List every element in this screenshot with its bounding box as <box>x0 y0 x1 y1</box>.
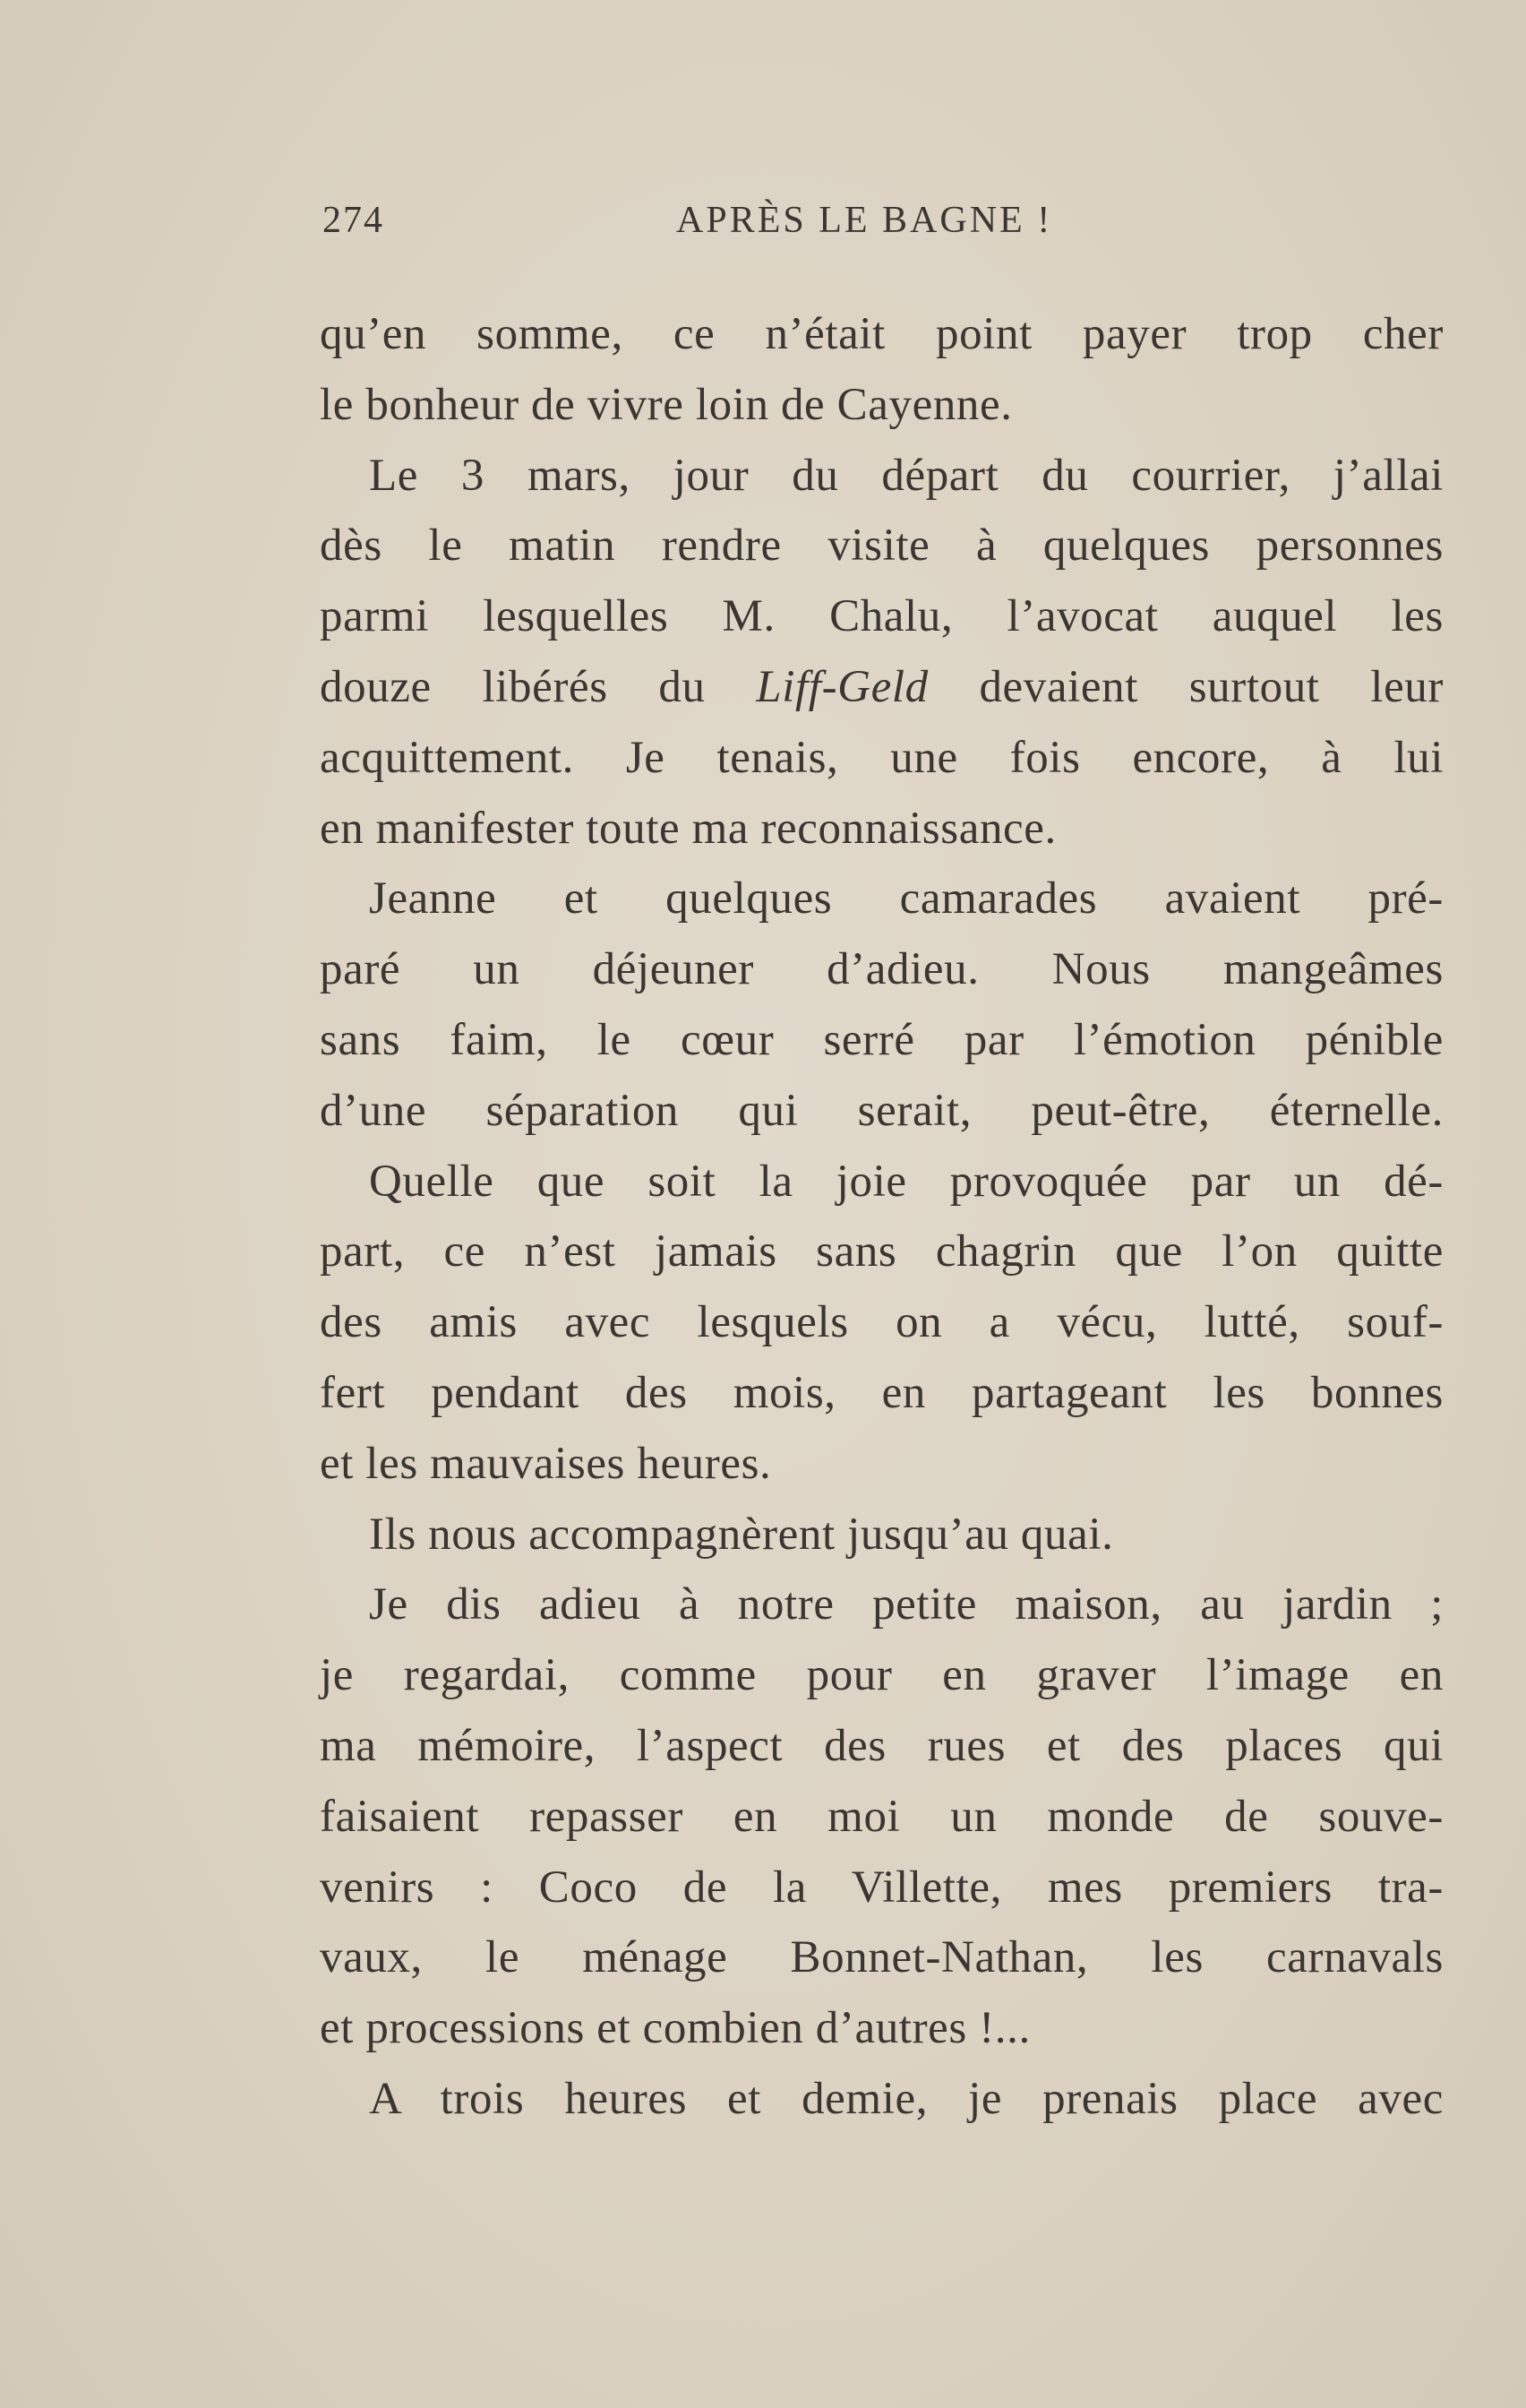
text-fragment: douze libérés du <box>320 661 706 712</box>
text-line: A trois heures et demie, je prenais place avec <box>369 2073 1444 2124</box>
running-title: APRÈS LE BAGNE ! <box>676 200 1053 241</box>
text-line: je regardai, comme pour en graver l’image en <box>320 1650 1444 1701</box>
page-number: 274 <box>322 200 384 241</box>
text-line: d’une séparation qui serait, peut-être, éternelle. <box>320 1085 1444 1136</box>
text-line: ma mémoire, l’aspect des rues et des places qui <box>320 1720 1444 1771</box>
text-fragment: devaient surtout leur <box>979 661 1444 712</box>
text-line: Je dis adieu à notre petite maison, au jardin ; <box>369 1579 1444 1630</box>
text-line: qu’en somme, ce n’était point payer trop cher <box>320 309 1444 359</box>
text-line-with-italic <box>320 652 1444 723</box>
text-line: des amis avec lesquels on a vécu, lutté, souf- <box>320 1297 1444 1348</box>
text-line: fert pendant des mois, en partageant les bonnes <box>320 1367 1444 1418</box>
text-line: Ils nous accompagnèrent jusqu’au quai. <box>369 1509 1114 1560</box>
text-line: Quelle que soit la joie provoquée par un dé- <box>369 1156 1444 1207</box>
text-line: en manifester toute ma reconnaissance. <box>320 803 1057 854</box>
text-line: et les mauvaises heures. <box>320 1438 772 1489</box>
text-line: faisaient repasser en moi un monde de souve- <box>320 1791 1444 1842</box>
running-head <box>322 199 1442 253</box>
text-line: part, ce n’est jamais sans chagrin que l’on quitte <box>320 1226 1444 1277</box>
text-line: parmi lesquelles M. Chalu, l’avocat auquel les <box>320 591 1444 642</box>
text-line: et processions et combien d’autres !... <box>320 2003 1031 2054</box>
text-line: le bonheur de vivre loin de Cayenne. <box>320 379 1013 430</box>
body-text <box>320 299 1444 2135</box>
text-line: vaux, le ménage Bonnet-Nathan, les carnavals <box>320 1932 1444 1983</box>
text-line: acquittement. Je tenais, une fois encore, à lui <box>320 732 1444 783</box>
text-line: paré un déjeuner d’adieu. Nous mangeâmes <box>320 944 1444 995</box>
italic-ship-name: Liff-Geld <box>756 661 929 712</box>
text-line: sans faim, le cœur serré par l’émotion pénible <box>320 1014 1444 1065</box>
text-line: Jeanne et quelques camarades avaient pré- <box>369 873 1444 924</box>
text-line: venirs : Coco de la Villette, mes premiers tra- <box>320 1862 1444 1913</box>
text-line: dès le matin rendre visite à quelques personnes <box>320 520 1444 572</box>
text-line: Le 3 mars, jour du départ du courrier, j’allai <box>369 450 1444 501</box>
